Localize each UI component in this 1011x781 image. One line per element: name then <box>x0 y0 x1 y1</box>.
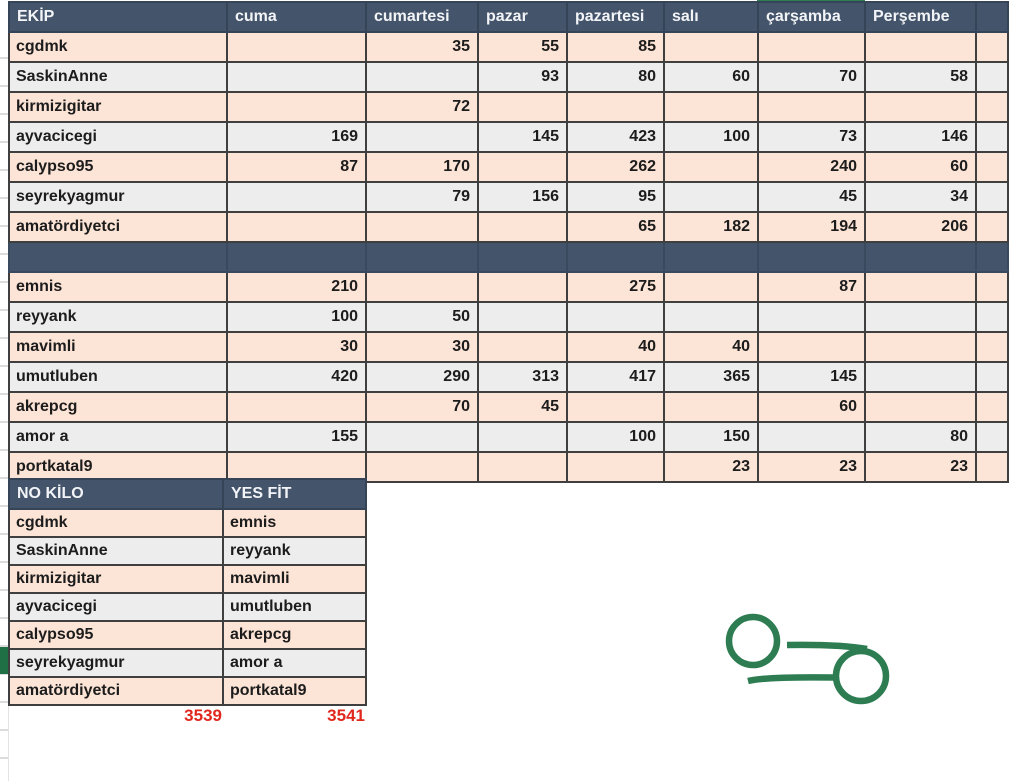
table-row <box>9 62 1008 92</box>
column-header-cumartesi[interactable]: cumartesi <box>366 2 478 32</box>
value-cell[interactable]: 155 <box>227 422 366 452</box>
team-name-cell[interactable]: umutluben <box>9 362 227 392</box>
value-cell[interactable]: 80 <box>567 62 664 92</box>
team-name-cell[interactable]: mavimli <box>9 332 227 362</box>
partial-cell[interactable] <box>976 362 1008 392</box>
value-cell[interactable]: 93 <box>478 62 567 92</box>
no-kilo-cell[interactable]: cgdmk <box>9 509 223 537</box>
value-cell[interactable]: 170 <box>366 152 478 182</box>
value-cell[interactable]: 40 <box>664 332 758 362</box>
yes-fit-cell[interactable]: reyyank <box>223 537 366 565</box>
value-cell[interactable]: 145 <box>478 122 567 152</box>
value-cell[interactable] <box>865 272 976 302</box>
value-cell[interactable] <box>865 92 976 122</box>
value-cell[interactable] <box>664 392 758 422</box>
team-name-cell[interactable]: reyyank <box>9 302 227 332</box>
no-kilo-cell[interactable]: kirmizigitar <box>9 565 223 593</box>
column-header-persembe[interactable]: Perşembe <box>865 2 976 32</box>
table-row <box>9 32 1008 62</box>
value-cell[interactable]: 58 <box>865 62 976 92</box>
partial-cell[interactable] <box>976 122 1008 152</box>
value-cell[interactable]: 23 <box>758 452 865 482</box>
value-cell[interactable] <box>478 422 567 452</box>
partial-cell[interactable] <box>976 452 1008 482</box>
value-cell[interactable] <box>865 302 976 332</box>
value-cell[interactable] <box>664 272 758 302</box>
yes-fit-cell[interactable]: akrepcg <box>223 621 366 649</box>
table-row <box>9 212 1008 242</box>
partial-cell[interactable] <box>976 62 1008 92</box>
column-header-carsamba[interactable]: çarşamba <box>758 2 865 32</box>
value-cell[interactable] <box>366 272 478 302</box>
table-row <box>9 272 1008 302</box>
value-cell[interactable]: 420 <box>227 362 366 392</box>
value-cell[interactable]: 100 <box>227 302 366 332</box>
separator-cell[interactable] <box>664 242 758 272</box>
value-cell[interactable] <box>865 32 976 62</box>
table-row <box>9 332 1008 362</box>
team-name-cell[interactable]: amor a <box>9 422 227 452</box>
partial-cell[interactable] <box>976 152 1008 182</box>
value-cell[interactable] <box>227 182 366 212</box>
summary-table <box>8 478 367 706</box>
value-cell[interactable]: 72 <box>366 92 478 122</box>
table-row <box>9 362 1008 392</box>
column-header-cuma[interactable]: cuma <box>227 2 366 32</box>
value-cell[interactable]: 290 <box>366 362 478 392</box>
value-cell[interactable] <box>227 92 366 122</box>
value-cell[interactable]: 210 <box>227 272 366 302</box>
summary-row <box>9 621 366 649</box>
column-header-partial[interactable] <box>976 2 1008 32</box>
summary-row <box>9 537 366 565</box>
value-cell[interactable]: 60 <box>865 152 976 182</box>
value-cell[interactable] <box>664 32 758 62</box>
value-cell[interactable]: 87 <box>758 272 865 302</box>
doodle-circle-right <box>836 651 886 701</box>
separator-cell[interactable] <box>478 242 567 272</box>
value-cell[interactable]: 313 <box>478 362 567 392</box>
value-cell[interactable]: 70 <box>366 392 478 422</box>
value-cell[interactable]: 365 <box>664 362 758 392</box>
table-row <box>9 182 1008 212</box>
no-kilo-cell[interactable]: ayvacicegi <box>9 593 223 621</box>
total-no-kilo[interactable]: 3539 <box>184 706 222 725</box>
summary-row <box>9 509 366 537</box>
value-cell[interactable] <box>664 302 758 332</box>
value-cell[interactable] <box>567 452 664 482</box>
value-cell[interactable]: 145 <box>758 362 865 392</box>
value-cell[interactable]: 55 <box>478 32 567 62</box>
value-cell[interactable]: 80 <box>865 422 976 452</box>
value-cell[interactable]: 70 <box>758 62 865 92</box>
summary-row <box>9 649 366 677</box>
value-cell[interactable]: 23 <box>664 452 758 482</box>
value-cell[interactable] <box>478 152 567 182</box>
value-cell[interactable]: 45 <box>478 392 567 422</box>
summary-table-body <box>9 509 366 705</box>
value-cell[interactable] <box>227 32 366 62</box>
totals-row <box>8 704 365 728</box>
team-name-cell[interactable]: seyrekyagmur <box>9 182 227 212</box>
value-cell[interactable]: 34 <box>865 182 976 212</box>
total-yes-fit[interactable]: 3541 <box>327 706 365 725</box>
value-cell[interactable]: 50 <box>366 302 478 332</box>
value-cell[interactable]: 73 <box>758 122 865 152</box>
value-cell[interactable] <box>758 32 865 62</box>
value-cell[interactable]: 60 <box>758 392 865 422</box>
table-row <box>9 92 1008 122</box>
summary-header-row <box>9 479 366 509</box>
value-cell[interactable]: 30 <box>366 332 478 362</box>
value-cell[interactable]: 100 <box>664 122 758 152</box>
value-cell[interactable] <box>478 272 567 302</box>
value-cell[interactable]: 95 <box>567 182 664 212</box>
value-cell[interactable] <box>567 392 664 422</box>
yes-fit-cell[interactable]: portkatal9 <box>223 677 366 705</box>
column-header-yes-fit[interactable]: YES FİT <box>223 479 366 509</box>
separator-cell[interactable] <box>976 242 1008 272</box>
separator-cell[interactable] <box>865 242 976 272</box>
value-cell[interactable]: 45 <box>758 182 865 212</box>
value-cell[interactable]: 150 <box>664 422 758 452</box>
separator-cell[interactable] <box>227 242 366 272</box>
separator-cell[interactable] <box>9 242 227 272</box>
value-cell[interactable] <box>664 152 758 182</box>
value-cell[interactable]: 60 <box>664 62 758 92</box>
column-header-ekip[interactable]: EKİP <box>9 2 227 32</box>
value-cell[interactable] <box>478 332 567 362</box>
column-header-pazar[interactable]: pazar <box>478 2 567 32</box>
team-name-cell[interactable]: calypso95 <box>9 152 227 182</box>
separator-row <box>9 242 1008 272</box>
partial-cell[interactable] <box>976 422 1008 452</box>
value-cell[interactable]: 423 <box>567 122 664 152</box>
value-cell[interactable]: 65 <box>567 212 664 242</box>
value-cell[interactable] <box>865 332 976 362</box>
value-cell[interactable] <box>865 362 976 392</box>
value-cell[interactable] <box>664 182 758 212</box>
value-cell[interactable] <box>478 92 567 122</box>
no-kilo-cell[interactable]: amatördiyetci <box>9 677 223 705</box>
team-name-cell[interactable]: akrepcg <box>9 392 227 422</box>
value-cell[interactable] <box>366 452 478 482</box>
team-name-cell[interactable]: amatördiyetci <box>9 212 227 242</box>
table-row <box>9 392 1008 422</box>
green-circles-doodle <box>700 600 915 715</box>
value-cell[interactable] <box>227 62 366 92</box>
summary-row <box>9 677 366 705</box>
separator-cell[interactable] <box>366 242 478 272</box>
separator-cell[interactable] <box>567 242 664 272</box>
table-row <box>9 422 1008 452</box>
value-cell[interactable] <box>366 122 478 152</box>
partial-cell[interactable] <box>976 272 1008 302</box>
value-cell[interactable]: 79 <box>366 182 478 212</box>
value-cell[interactable]: 85 <box>567 32 664 62</box>
value-cell[interactable] <box>664 92 758 122</box>
value-cell[interactable]: 30 <box>227 332 366 362</box>
value-cell[interactable]: 417 <box>567 362 664 392</box>
table-row <box>9 152 1008 182</box>
yes-fit-cell[interactable]: mavimli <box>223 565 366 593</box>
partial-cell[interactable] <box>976 212 1008 242</box>
no-kilo-cell[interactable]: SaskinAnne <box>9 537 223 565</box>
table-row <box>9 122 1008 152</box>
value-cell[interactable]: 240 <box>758 152 865 182</box>
value-cell[interactable] <box>366 62 478 92</box>
team-name-cell[interactable]: kirmizigitar <box>9 92 227 122</box>
no-kilo-cell[interactable]: calypso95 <box>9 621 223 649</box>
value-cell[interactable] <box>478 302 567 332</box>
schedule-table-body <box>9 32 1008 482</box>
value-cell[interactable]: 23 <box>865 452 976 482</box>
value-cell[interactable] <box>478 212 567 242</box>
value-cell[interactable] <box>758 302 865 332</box>
doodle-line-top <box>787 645 867 649</box>
value-cell[interactable]: 156 <box>478 182 567 212</box>
schedule-table <box>8 1 1009 483</box>
value-cell[interactable]: 146 <box>865 122 976 152</box>
partial-cell[interactable] <box>976 332 1008 362</box>
value-cell[interactable] <box>227 212 366 242</box>
partial-cell[interactable] <box>976 92 1008 122</box>
summary-row <box>9 593 366 621</box>
partial-cell[interactable] <box>976 182 1008 212</box>
value-cell[interactable]: 182 <box>664 212 758 242</box>
schedule-header-row <box>9 2 1008 32</box>
value-cell[interactable]: 100 <box>567 422 664 452</box>
value-cell[interactable] <box>758 422 865 452</box>
summary-row <box>9 565 366 593</box>
value-cell[interactable] <box>366 422 478 452</box>
partial-cell[interactable] <box>976 32 1008 62</box>
value-cell[interactable]: 206 <box>865 212 976 242</box>
value-cell[interactable] <box>366 212 478 242</box>
column-header-sali[interactable]: salı <box>664 2 758 32</box>
value-cell[interactable]: 35 <box>366 32 478 62</box>
value-cell[interactable] <box>567 92 664 122</box>
doodle-circle-left <box>729 617 777 665</box>
value-cell[interactable]: 169 <box>227 122 366 152</box>
value-cell[interactable] <box>758 332 865 362</box>
value-cell[interactable]: 40 <box>567 332 664 362</box>
partial-cell[interactable] <box>976 392 1008 422</box>
team-name-cell[interactable]: SaskinAnne <box>9 62 227 92</box>
yes-fit-cell[interactable]: umutluben <box>223 593 366 621</box>
yes-fit-cell[interactable]: amor a <box>223 649 366 677</box>
doodle-line-bottom <box>748 677 836 681</box>
partial-cell[interactable] <box>976 302 1008 332</box>
value-cell[interactable] <box>758 92 865 122</box>
yes-fit-cell[interactable]: emnis <box>223 509 366 537</box>
value-cell[interactable]: 275 <box>567 272 664 302</box>
no-kilo-cell[interactable]: seyrekyagmur <box>9 649 223 677</box>
team-name-cell[interactable]: emnis <box>9 272 227 302</box>
team-name-cell[interactable]: ayvacicegi <box>9 122 227 152</box>
column-header-no-kilo[interactable]: NO KİLO <box>9 479 223 509</box>
value-cell[interactable] <box>567 302 664 332</box>
value-cell[interactable]: 262 <box>567 152 664 182</box>
value-cell[interactable] <box>478 452 567 482</box>
value-cell[interactable] <box>227 392 366 422</box>
separator-cell[interactable] <box>758 242 865 272</box>
table-row <box>9 302 1008 332</box>
column-header-pazartesi[interactable]: pazartesi <box>567 2 664 32</box>
team-name-cell[interactable]: portkatal9 <box>9 452 227 482</box>
value-cell[interactable] <box>865 392 976 422</box>
team-name-cell[interactable]: cgdmk <box>9 32 227 62</box>
value-cell[interactable]: 194 <box>758 212 865 242</box>
selection-highlight-left <box>0 647 8 674</box>
value-cell[interactable]: 87 <box>227 152 366 182</box>
